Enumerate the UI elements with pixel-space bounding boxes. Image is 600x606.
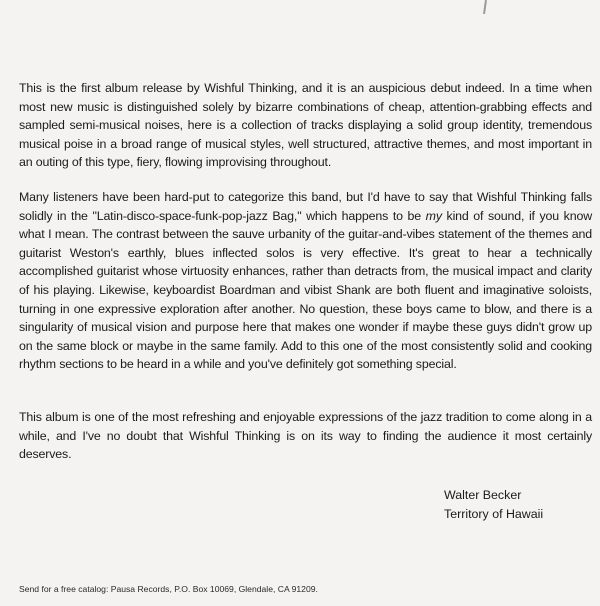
author-name: Walter Becker	[444, 488, 522, 502]
catalog-footer: Send for a free catalog: Pausa Records, P.O. Box 10069, Glendale, CA 91209.	[19, 584, 318, 594]
paragraph-3: This album is one of the most refreshing and enjoyable expressions of the jazz tradition to come along in a while, and I've no doubt that Wishful Thinking is on its way to finding the audience it most certainly deserves.	[19, 410, 592, 462]
author-location: Territory of Hawaii	[444, 506, 544, 521]
liner-notes-body	[19, 79, 592, 474]
paragraph-2: Many listeners have been hard-put to categorize this band, but I'd have to say that Wishful Thinking falls solidly in the "Latin-disco-space-funk-pop-jazz Bag," which happens to be my kind of sound, if you know what I mean. The contrast between the sauve urbanity of the guitar-and-vibes statement of the themes and guitarist Weston's earthly, blues inflected solos is very effective. It's great to hear a technically accomplished guitarist whose virtuosity enhances, rather than detracts from, the musical impact and clarity of his playing. Likewise, keyboardist Boardman and vibist Shank are both fluent and imaginative soloists, turning in one expressive exploration after another. No question, these boys came to blow, and there is a singularity of musical vision and purpose here that makes one wonder if maybe these guys didn't grow up on the same block or maybe in the same family. Add to this one of the most consistently solid and cooking rhythm sections to be heard in a while and you've definitely got something special.	[19, 190, 592, 372]
scan-mark	[483, 0, 487, 14]
paragraph-1: This is the first album release by Wishful Thinking, and it is an auspicious debut indeed. In a time when most new music is distinguished solely by bizarre combinations of cheap, attention-grabbing effects and sampled semi-musical noises, here is a collection of tracks displaying a solid group identity, tremendous musical poise in a broad range of musical styles, well structured, attractive themes, and most important in an outing of this type, fiery, flowing improvising throughout.	[19, 81, 592, 170]
signature-block	[444, 486, 543, 523]
